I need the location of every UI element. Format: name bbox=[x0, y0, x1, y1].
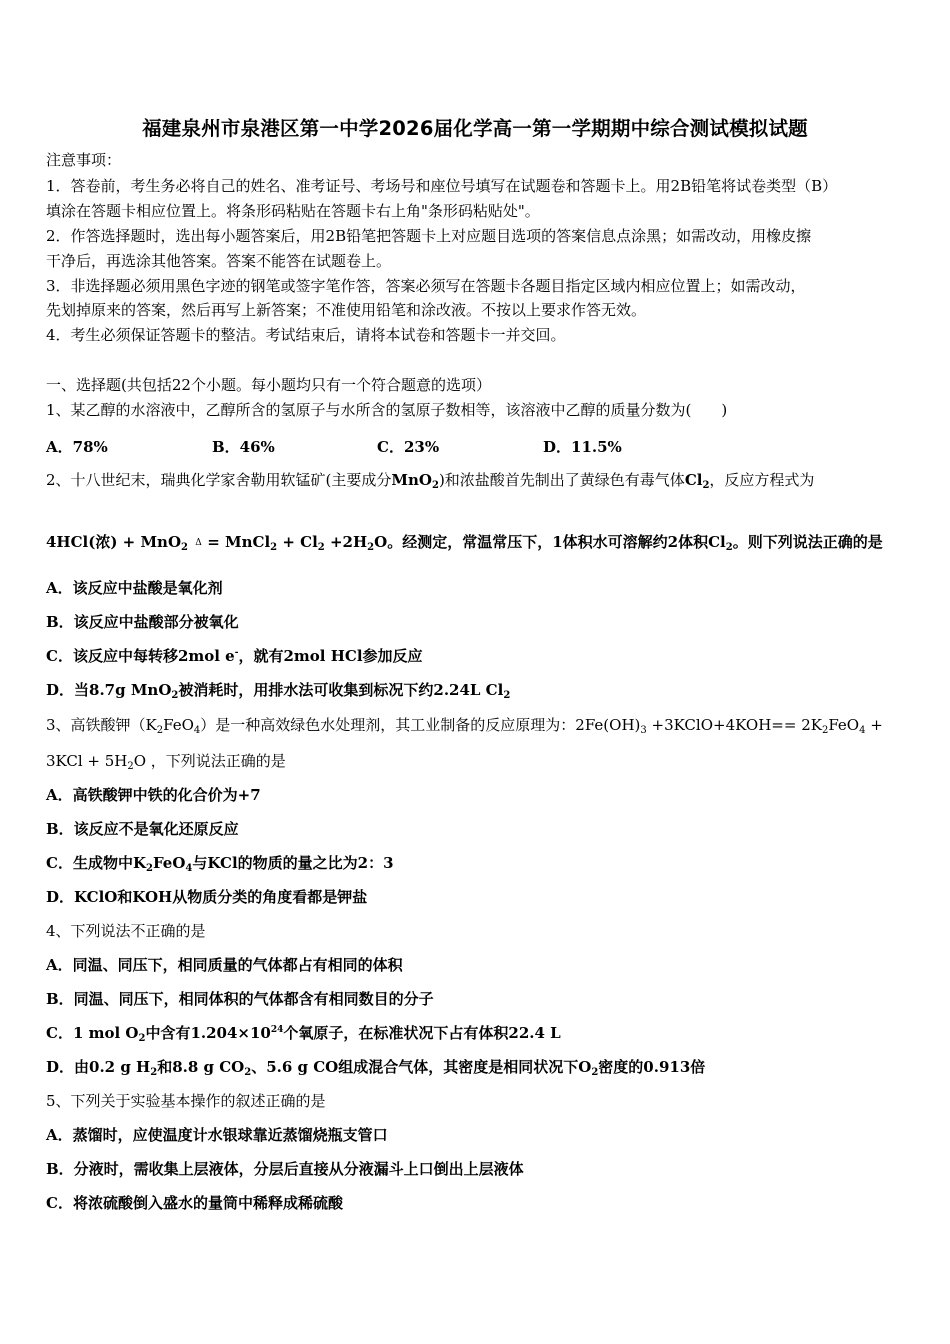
q4-opt-text: 个氧原子，在标准状况下占有体积22.4 L bbox=[283, 1024, 561, 1042]
q2-eq-part: = MnCl bbox=[207, 533, 271, 551]
q3-sub: 4 bbox=[193, 725, 201, 736]
q2-eq-part: +2H bbox=[324, 533, 368, 551]
question-1-stem: 1、某乙醇的水溶液中，乙醇所含的氢原子与水所含的氢原子数相等，该溶液中乙醇的质量分数为( ) bbox=[46, 401, 728, 419]
q2-sub: 2 bbox=[181, 542, 188, 553]
notice-item: 1．答卷前，考生务必将自己的姓名、准考证号、考场号和座位号填写在试题卷和答题卡上。用2B铅笔将试卷类型（B） bbox=[46, 177, 838, 195]
q3-option-a: A．高铁酸钾中铁的化合价为+7 bbox=[46, 786, 261, 804]
q2-stem-text: 2、十八世纪末，瑞典化学家舍勒用软锰矿(主要成分 bbox=[46, 471, 392, 489]
q2-eq-part: O。经测定，常温常压下，1体积水可溶解约2体积Cl bbox=[374, 533, 726, 551]
q2-eq-part: + Cl bbox=[277, 533, 318, 551]
q4-opt-text: 、5.6 g CO组成混合气体，其密度是相同状况下O bbox=[251, 1058, 592, 1076]
q3-option-c bbox=[46, 853, 904, 873]
q4-opt-text: 中含有1.204×10 bbox=[145, 1024, 271, 1042]
q2-sub: 2 bbox=[317, 542, 325, 553]
q4-sub: 2 bbox=[591, 1067, 599, 1078]
question-4-stem: 4、下列说法不正确的是 bbox=[46, 922, 206, 940]
q3-sub: 2 bbox=[145, 863, 153, 874]
notice-item: 3．非选择题必须用黑色字迹的钢笔或签字笔作答，答案必须写在答题卡各题目指定区域内相应位置上；如需改动， bbox=[46, 277, 806, 295]
q1-option-b: B．46% bbox=[212, 438, 275, 456]
q1-option-a: A．78% bbox=[46, 438, 108, 456]
q2-opt-text: 被消耗时，用排水法可收集到标况下约2.24L Cl bbox=[178, 681, 504, 699]
notice-item: 先划掉原来的答案，然后再写上新答案；不准使用铅笔和涂改液。不按以上要求作答无效。 bbox=[46, 301, 647, 319]
q2-option-d bbox=[46, 680, 904, 700]
q2-sub: 2 bbox=[725, 542, 733, 553]
q4-option-d bbox=[46, 1057, 904, 1077]
q2-sub: 2 bbox=[702, 480, 710, 491]
q2-stem-text: ，反应方程式为 bbox=[709, 471, 815, 489]
q4-sub: 2 bbox=[138, 1033, 146, 1044]
q2-cl2: Cl bbox=[684, 471, 703, 489]
q3-text: 3、高铁酸钾（K bbox=[46, 716, 157, 734]
q2-opt-text: C．该反应中每转移2mol e bbox=[46, 647, 235, 665]
q2-stem-text: )和浓盐酸首先制出了黄绿色有毒气体 bbox=[438, 471, 685, 489]
q4-opt-text: 密度的0.913倍 bbox=[598, 1058, 706, 1076]
q1-option-c: C．23% bbox=[377, 438, 440, 456]
question-5-stem: 5、下列关于实验基本操作的叙述正确的是 bbox=[46, 1092, 326, 1110]
q2-equation bbox=[46, 532, 904, 552]
q2-option-c bbox=[46, 646, 904, 666]
q3-sub: 2 bbox=[127, 761, 134, 772]
q4-option-b: B．同温、同压下，相同体积的气体都含有相同数目的分子 bbox=[46, 990, 434, 1008]
q5-option-a: A．蒸馏时，应使温度计水银球靠近蒸馏烧瓶支管口 bbox=[46, 1126, 388, 1144]
q3-opt-text: 与KCl的物质的量之比为2：3 bbox=[192, 854, 394, 872]
q3-sub: 2 bbox=[821, 725, 829, 736]
q2-mno2: MnO bbox=[391, 471, 432, 489]
q4-opt-text: 和8.8 g CO bbox=[157, 1058, 245, 1076]
q5-option-c: C．将浓硫酸倒入盛水的量筒中稀释成稀硫酸 bbox=[46, 1194, 343, 1212]
q4-option-c bbox=[46, 1023, 904, 1043]
q3-option-b: B．该反应不是氧化还原反应 bbox=[46, 820, 239, 838]
q3-sub: 4 bbox=[859, 725, 866, 736]
q2-sub: 2 bbox=[367, 542, 375, 553]
q3-text: O ，下列说法正确的是 bbox=[133, 752, 286, 770]
q3-text: FeO bbox=[163, 716, 194, 734]
q2-sub: 2 bbox=[431, 480, 439, 491]
q2-eq-part: 4HCl(浓) + MnO bbox=[46, 533, 182, 551]
question-2-stem bbox=[46, 470, 904, 490]
q3-text: FeO bbox=[828, 716, 860, 734]
q4-sub: 2 bbox=[244, 1067, 252, 1078]
q2-sub: 2 bbox=[270, 542, 278, 553]
question-3-stem bbox=[46, 715, 904, 735]
q2-opt-text: ，就有2mol HCl参加反应 bbox=[238, 647, 423, 665]
q3-option-d: D．KClO和KOH从物质分类的角度看都是钾盐 bbox=[46, 888, 368, 906]
q3-text: + bbox=[865, 716, 883, 734]
q2-option-b: B．该反应中盐酸部分被氧化 bbox=[46, 613, 239, 631]
question-3-stem-line2 bbox=[46, 751, 904, 771]
section-heading: 一、选择题(共包括22个小题。每小题均只有一个符合题意的选项） bbox=[46, 376, 491, 394]
q3-text: 3KCl + 5H bbox=[46, 752, 128, 770]
page-title: 福建泉州市泉港区第一中学2026届化学高一第一学期期中综合测试模拟试题 bbox=[142, 117, 808, 140]
q4-opt-text: C．1 mol O bbox=[46, 1024, 139, 1042]
notice-heading: 注意事项： bbox=[46, 151, 122, 169]
q4-option-a: A．同温、同压下，相同质量的气体都占有相同的体积 bbox=[46, 956, 403, 974]
q2-sub: 2 bbox=[171, 690, 179, 701]
notice-item: 填涂在答题卡相应位置上。将条形码粘贴在答题卡右上角"条形码粘贴处"。 bbox=[46, 202, 540, 220]
delta-icon: Δ bbox=[195, 538, 202, 548]
q2-sup: - bbox=[234, 648, 239, 658]
q3-text: ）是一种高效绿色水处理剂，其工业制备的反应原理为：2Fe(OH) bbox=[200, 716, 641, 734]
q2-eq-part: 。则下列说法正确的是 bbox=[732, 533, 883, 551]
notice-item: 4．考生必须保证答题卡的整洁。考试结束后，请将本试卷和答题卡一并交回。 bbox=[46, 326, 566, 344]
q3-opt-text: FeO bbox=[152, 854, 186, 872]
notice-item: 干净后，再选涂其他答案。答案不能答在试题卷上。 bbox=[46, 252, 392, 270]
q4-sup: 24 bbox=[270, 1025, 284, 1035]
q1-option-d: D．11.5% bbox=[543, 438, 622, 456]
q3-sub: 2 bbox=[156, 725, 164, 736]
q3-sub: 3 bbox=[640, 725, 647, 736]
q3-sub: 4 bbox=[185, 863, 193, 874]
q2-opt-text: D．当8.7g MnO bbox=[46, 681, 172, 699]
q2-option-a: A．该反应中盐酸是氧化剂 bbox=[46, 579, 223, 597]
q3-text: +3KClO+4KOH== 2K bbox=[646, 716, 822, 734]
q2-sub: 2 bbox=[503, 690, 511, 701]
notice-item: 2．作答选择题时，选出每小题答案后，用2B铅笔把答题卡上对应题目选项的答案信息点涂黑；如需改动，用橡皮擦 bbox=[46, 227, 812, 245]
q3-opt-text: C．生成物中K bbox=[46, 854, 146, 872]
q4-opt-text: D．由0.2 g H bbox=[46, 1058, 151, 1076]
q4-sub: 2 bbox=[150, 1067, 158, 1078]
q5-option-b: B．分液时，需收集上层液体，分层后直接从分液漏斗上口倒出上层液体 bbox=[46, 1160, 524, 1178]
